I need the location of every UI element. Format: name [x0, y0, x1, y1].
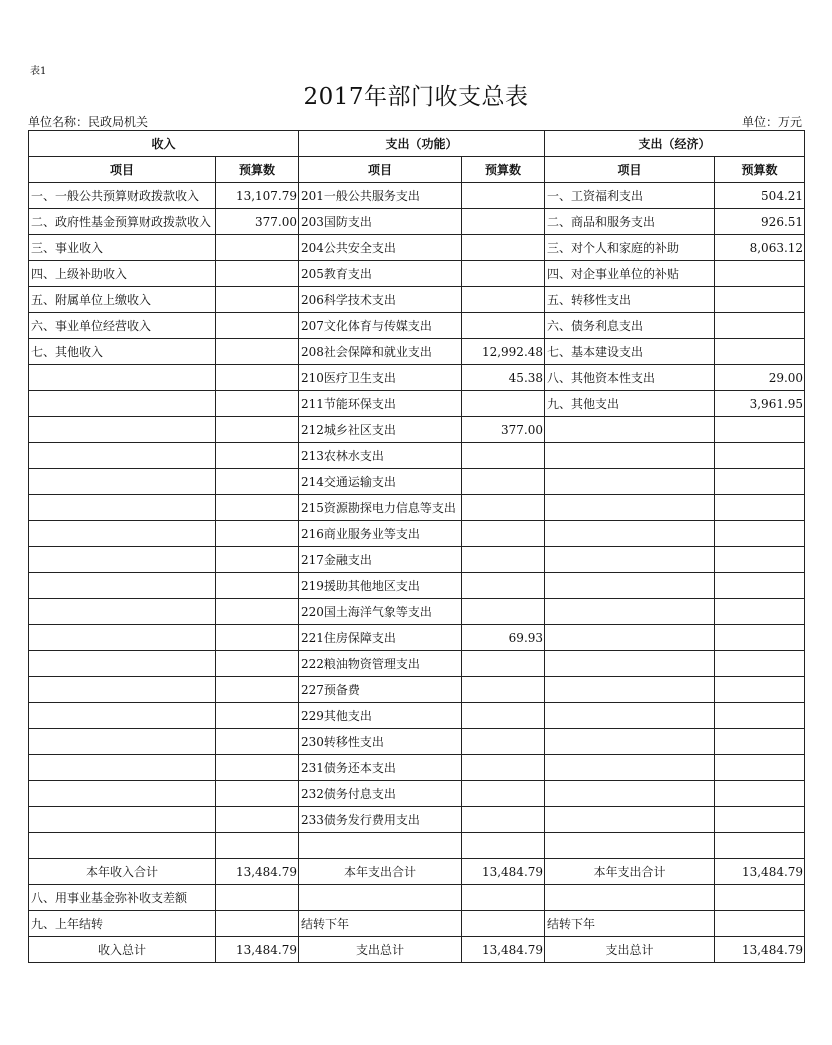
income-item-cell: [29, 833, 216, 859]
expense-economic-budget-cell: [715, 417, 805, 443]
table-cell: [715, 885, 805, 911]
expense-function-budget-cell: [462, 599, 545, 625]
unit-name: 单位名称：民政局机关: [28, 115, 149, 129]
table-row: [29, 547, 805, 573]
expense-function-budget-cell: [462, 235, 545, 261]
income-item-cell: [29, 755, 216, 781]
column-header-budget: 预算数: [715, 157, 805, 183]
currency-unit: 单位：万元: [741, 115, 802, 129]
expense-economic-item-cell: [545, 521, 715, 547]
income-item-cell: [29, 729, 216, 755]
income-budget-cell: [216, 443, 299, 469]
table-row: [29, 833, 805, 859]
income-budget-cell: [216, 521, 299, 547]
table-totals: [29, 859, 805, 963]
income-item-cell: [29, 625, 216, 651]
income-item-cell: 三、事业收入: [29, 235, 216, 261]
table-row: [29, 781, 805, 807]
expense-function-item-cell: 207文化体育与传媒支出: [299, 313, 462, 339]
expense-economic-item-cell: [545, 651, 715, 677]
expense-function-budget-cell: [462, 573, 545, 599]
expense-function-budget-cell: [462, 833, 545, 859]
expense-function-item-cell: 216商业服务业等支出: [299, 521, 462, 547]
expense-function-budget-cell: [462, 443, 545, 469]
table-cell: [216, 911, 299, 937]
income-budget-cell: [216, 495, 299, 521]
table-row: [29, 365, 805, 391]
expense-economic-item-cell: [545, 469, 715, 495]
income-item-cell: [29, 417, 216, 443]
expense-function-budget-cell: [462, 469, 545, 495]
expense-function-item-cell: 232债务付息支出: [299, 781, 462, 807]
income-item-cell: 二、政府性基金预算财政拨款收入: [29, 209, 216, 235]
expense-function-section-header: 支出（功能）: [299, 131, 545, 157]
table-row: [29, 573, 805, 599]
carry-forward-economic-label: 结转下年: [545, 911, 715, 937]
expense-function-budget-cell: [462, 313, 545, 339]
page-title: 2017年部门收支总表: [303, 84, 529, 110]
expense-function-item-cell: 211节能环保支出: [299, 391, 462, 417]
expense-function-grand-total-value: 13,484.79: [462, 937, 545, 963]
expense-function-item-cell: 210医疗卫生支出: [299, 365, 462, 391]
income-item-cell: 五、附属单位上缴收入: [29, 287, 216, 313]
income-item-cell: [29, 703, 216, 729]
income-grand-total-label: 收入总计: [29, 937, 216, 963]
table-row: [29, 755, 805, 781]
table-cell: [715, 911, 805, 937]
table-row: [29, 443, 805, 469]
expense-economic-item-cell: [545, 547, 715, 573]
year-expense-economic-total-label: 本年支出合计: [545, 859, 715, 885]
expense-function-budget-cell: [462, 677, 545, 703]
expense-function-item-cell: 205教育支出: [299, 261, 462, 287]
expense-function-grand-total-label: 支出总计: [299, 937, 462, 963]
expense-economic-item-cell: [545, 625, 715, 651]
table-cell: [216, 885, 299, 911]
expense-function-budget-cell: [462, 183, 545, 209]
table-row: [29, 651, 805, 677]
table-row: [29, 339, 805, 365]
expense-function-item-cell: [299, 833, 462, 859]
expense-economic-budget-cell: [715, 781, 805, 807]
income-budget-cell: [216, 703, 299, 729]
table-row: [29, 911, 805, 937]
year-income-total-value: 13,484.79: [216, 859, 299, 885]
expense-function-item-cell: 212城乡社区支出: [299, 417, 462, 443]
income-item-cell: [29, 781, 216, 807]
expense-function-item-cell: 206科学技术支出: [299, 287, 462, 313]
table-row: [29, 183, 805, 209]
table-row: [29, 209, 805, 235]
expense-economic-budget-cell: [715, 287, 805, 313]
expense-economic-item-cell: [545, 495, 715, 521]
table-number-tag: 表1: [30, 66, 47, 77]
income-item-cell: [29, 391, 216, 417]
expense-economic-item-cell: 八、其他资本性支出: [545, 365, 715, 391]
expense-function-item-cell: 231债务还本支出: [299, 755, 462, 781]
income-item-cell: [29, 469, 216, 495]
column-header-item: 项目: [299, 157, 462, 183]
year-expense-function-total-label: 本年支出合计: [299, 859, 462, 885]
expense-economic-budget-cell: [715, 625, 805, 651]
expense-function-item-cell: 233债务发行费用支出: [299, 807, 462, 833]
expense-economic-item-cell: 一、工资福利支出: [545, 183, 715, 209]
fund-balance-label: 八、用事业基金弥补收支差额: [29, 885, 216, 911]
income-budget-cell: [216, 235, 299, 261]
income-grand-total-value: 13,484.79: [216, 937, 299, 963]
expense-economic-item-cell: 二、商品和服务支出: [545, 209, 715, 235]
income-budget-cell: [216, 807, 299, 833]
table-row: [29, 599, 805, 625]
expense-function-item-cell: 221住房保障支出: [299, 625, 462, 651]
income-section-header: 收入: [29, 131, 299, 157]
expense-function-budget-cell: [462, 755, 545, 781]
year-expense-function-total-value: 13,484.79: [462, 859, 545, 885]
expense-economic-budget-cell: [715, 833, 805, 859]
expense-function-budget-cell: [462, 729, 545, 755]
income-budget-cell: [216, 651, 299, 677]
expense-function-item-cell: 215资源勘探电力信息等支出: [299, 495, 462, 521]
expense-economic-item-cell: 九、其他支出: [545, 391, 715, 417]
expense-economic-budget-cell: [715, 677, 805, 703]
income-item-cell: 一、一般公共预算财政拨款收入: [29, 183, 216, 209]
table-body: [29, 183, 805, 859]
income-budget-cell: [216, 287, 299, 313]
expense-function-budget-cell: [462, 651, 545, 677]
expense-economic-item-cell: 五、转移性支出: [545, 287, 715, 313]
income-budget-cell: [216, 391, 299, 417]
income-item-cell: [29, 365, 216, 391]
expense-function-item-cell: 213农林水支出: [299, 443, 462, 469]
expense-economic-budget-cell: 8,063.12: [715, 235, 805, 261]
expense-function-budget-cell: [462, 807, 545, 833]
expense-function-budget-cell: [462, 261, 545, 287]
expense-function-item-cell: 227预备费: [299, 677, 462, 703]
expense-function-budget-cell: [462, 209, 545, 235]
table-row: [29, 313, 805, 339]
income-budget-cell: [216, 781, 299, 807]
expense-economic-budget-cell: [715, 443, 805, 469]
income-budget-cell: 13,107.79: [216, 183, 299, 209]
expense-function-budget-cell: [462, 287, 545, 313]
income-budget-cell: [216, 261, 299, 287]
expense-economic-budget-cell: [715, 339, 805, 365]
table-row: [29, 677, 805, 703]
expense-economic-budget-cell: 926.51: [715, 209, 805, 235]
expense-economic-budget-cell: [715, 651, 805, 677]
last-year-carryover-label: 九、上年结转: [29, 911, 216, 937]
expense-economic-section-header: 支出（经济）: [545, 131, 805, 157]
income-budget-cell: [216, 625, 299, 651]
expense-economic-item-cell: [545, 599, 715, 625]
expense-economic-item-cell: [545, 807, 715, 833]
income-budget-cell: [216, 365, 299, 391]
expense-economic-budget-cell: [715, 573, 805, 599]
expense-economic-budget-cell: [715, 703, 805, 729]
income-budget-cell: 377.00: [216, 209, 299, 235]
income-item-cell: 四、上级补助收入: [29, 261, 216, 287]
expense-function-budget-cell: [462, 703, 545, 729]
income-budget-cell: [216, 677, 299, 703]
expense-function-budget-cell: [462, 495, 545, 521]
income-budget-cell: [216, 833, 299, 859]
expense-economic-item-cell: [545, 677, 715, 703]
income-item-cell: [29, 599, 216, 625]
income-budget-cell: [216, 547, 299, 573]
expense-function-budget-cell: [462, 547, 545, 573]
table-row: [29, 495, 805, 521]
income-item-cell: [29, 573, 216, 599]
expense-function-item-cell: 219援助其他地区支出: [299, 573, 462, 599]
table-cell: [299, 885, 462, 911]
table-row: [29, 703, 805, 729]
expense-economic-budget-cell: [715, 755, 805, 781]
expense-economic-budget-cell: [715, 261, 805, 287]
column-header-budget: 预算数: [216, 157, 299, 183]
expense-economic-item-cell: 六、债务利息支出: [545, 313, 715, 339]
income-item-cell: [29, 443, 216, 469]
expense-function-budget-cell: 45.38: [462, 365, 545, 391]
expense-economic-item-cell: [545, 755, 715, 781]
table-row: [29, 729, 805, 755]
expense-economic-grand-total-label: 支出总计: [545, 937, 715, 963]
expense-function-item-cell: 203国防支出: [299, 209, 462, 235]
income-item-cell: 六、事业单位经营收入: [29, 313, 216, 339]
year-expense-economic-total-value: 13,484.79: [715, 859, 805, 885]
expense-economic-item-cell: 三、对个人和家庭的补助: [545, 235, 715, 261]
year-income-total-label: 本年收入合计: [29, 859, 216, 885]
expense-function-item-cell: 204公共安全支出: [299, 235, 462, 261]
column-header-item: 项目: [545, 157, 715, 183]
income-budget-cell: [216, 755, 299, 781]
income-budget-cell: [216, 339, 299, 365]
expense-function-budget-cell: 377.00: [462, 417, 545, 443]
expense-economic-budget-cell: [715, 547, 805, 573]
table-row: [29, 807, 805, 833]
expense-economic-item-cell: [545, 417, 715, 443]
table-row: [29, 469, 805, 495]
income-item-cell: [29, 495, 216, 521]
expense-function-budget-cell: 12,992.48: [462, 339, 545, 365]
expense-economic-budget-cell: [715, 729, 805, 755]
expense-economic-budget-cell: [715, 521, 805, 547]
expense-economic-budget-cell: [715, 807, 805, 833]
income-budget-cell: [216, 313, 299, 339]
expense-economic-item-cell: [545, 443, 715, 469]
expense-economic-item-cell: 四、对企事业单位的补贴: [545, 261, 715, 287]
table-row: [29, 391, 805, 417]
expense-function-item-cell: 222粮油物资管理支出: [299, 651, 462, 677]
expense-economic-budget-cell: 3,961.95: [715, 391, 805, 417]
expense-economic-item-cell: [545, 703, 715, 729]
expense-economic-budget-cell: 29.00: [715, 365, 805, 391]
expense-economic-budget-cell: [715, 469, 805, 495]
income-item-cell: 七、其他收入: [29, 339, 216, 365]
income-budget-cell: [216, 573, 299, 599]
income-item-cell: [29, 547, 216, 573]
expense-function-item-cell: 201一般公共服务支出: [299, 183, 462, 209]
income-budget-cell: [216, 599, 299, 625]
income-item-cell: [29, 521, 216, 547]
income-item-cell: [29, 807, 216, 833]
expense-economic-item-cell: [545, 781, 715, 807]
income-item-cell: [29, 651, 216, 677]
table-row: [29, 417, 805, 443]
expense-economic-grand-total-value: 13,484.79: [715, 937, 805, 963]
table-cell: [545, 885, 715, 911]
expense-function-item-cell: 220国土海洋气象等支出: [299, 599, 462, 625]
expense-function-budget-cell: [462, 521, 545, 547]
table-row: [29, 521, 805, 547]
income-budget-cell: [216, 469, 299, 495]
expense-economic-budget-cell: [715, 599, 805, 625]
table-row: [29, 859, 805, 885]
table-row: [29, 235, 805, 261]
table-cell: [462, 885, 545, 911]
expense-economic-budget-cell: 504.21: [715, 183, 805, 209]
expense-function-item-cell: 230转移性支出: [299, 729, 462, 755]
expense-function-budget-cell: 69.93: [462, 625, 545, 651]
table-row: [29, 937, 805, 963]
column-header-item: 项目: [29, 157, 216, 183]
expense-economic-item-cell: [545, 833, 715, 859]
income-budget-cell: [216, 417, 299, 443]
table-row: [29, 625, 805, 651]
expense-economic-budget-cell: [715, 495, 805, 521]
income-budget-cell: [216, 729, 299, 755]
carry-forward-function-label: 结转下年: [299, 911, 462, 937]
expense-economic-item-cell: 七、基本建设支出: [545, 339, 715, 365]
income-item-cell: [29, 677, 216, 703]
expense-economic-budget-cell: [715, 313, 805, 339]
expense-function-budget-cell: [462, 391, 545, 417]
expense-economic-item-cell: [545, 729, 715, 755]
table-row: [29, 885, 805, 911]
table-cell: [462, 911, 545, 937]
expense-function-item-cell: 208社会保障和就业支出: [299, 339, 462, 365]
expense-function-item-cell: 214交通运输支出: [299, 469, 462, 495]
expense-function-item-cell: 229其他支出: [299, 703, 462, 729]
budget-summary-table: [28, 130, 805, 963]
expense-function-item-cell: 217金融支出: [299, 547, 462, 573]
expense-economic-item-cell: [545, 573, 715, 599]
table-row: [29, 261, 805, 287]
expense-function-budget-cell: [462, 781, 545, 807]
column-header-budget: 预算数: [462, 157, 545, 183]
table-row: [29, 287, 805, 313]
